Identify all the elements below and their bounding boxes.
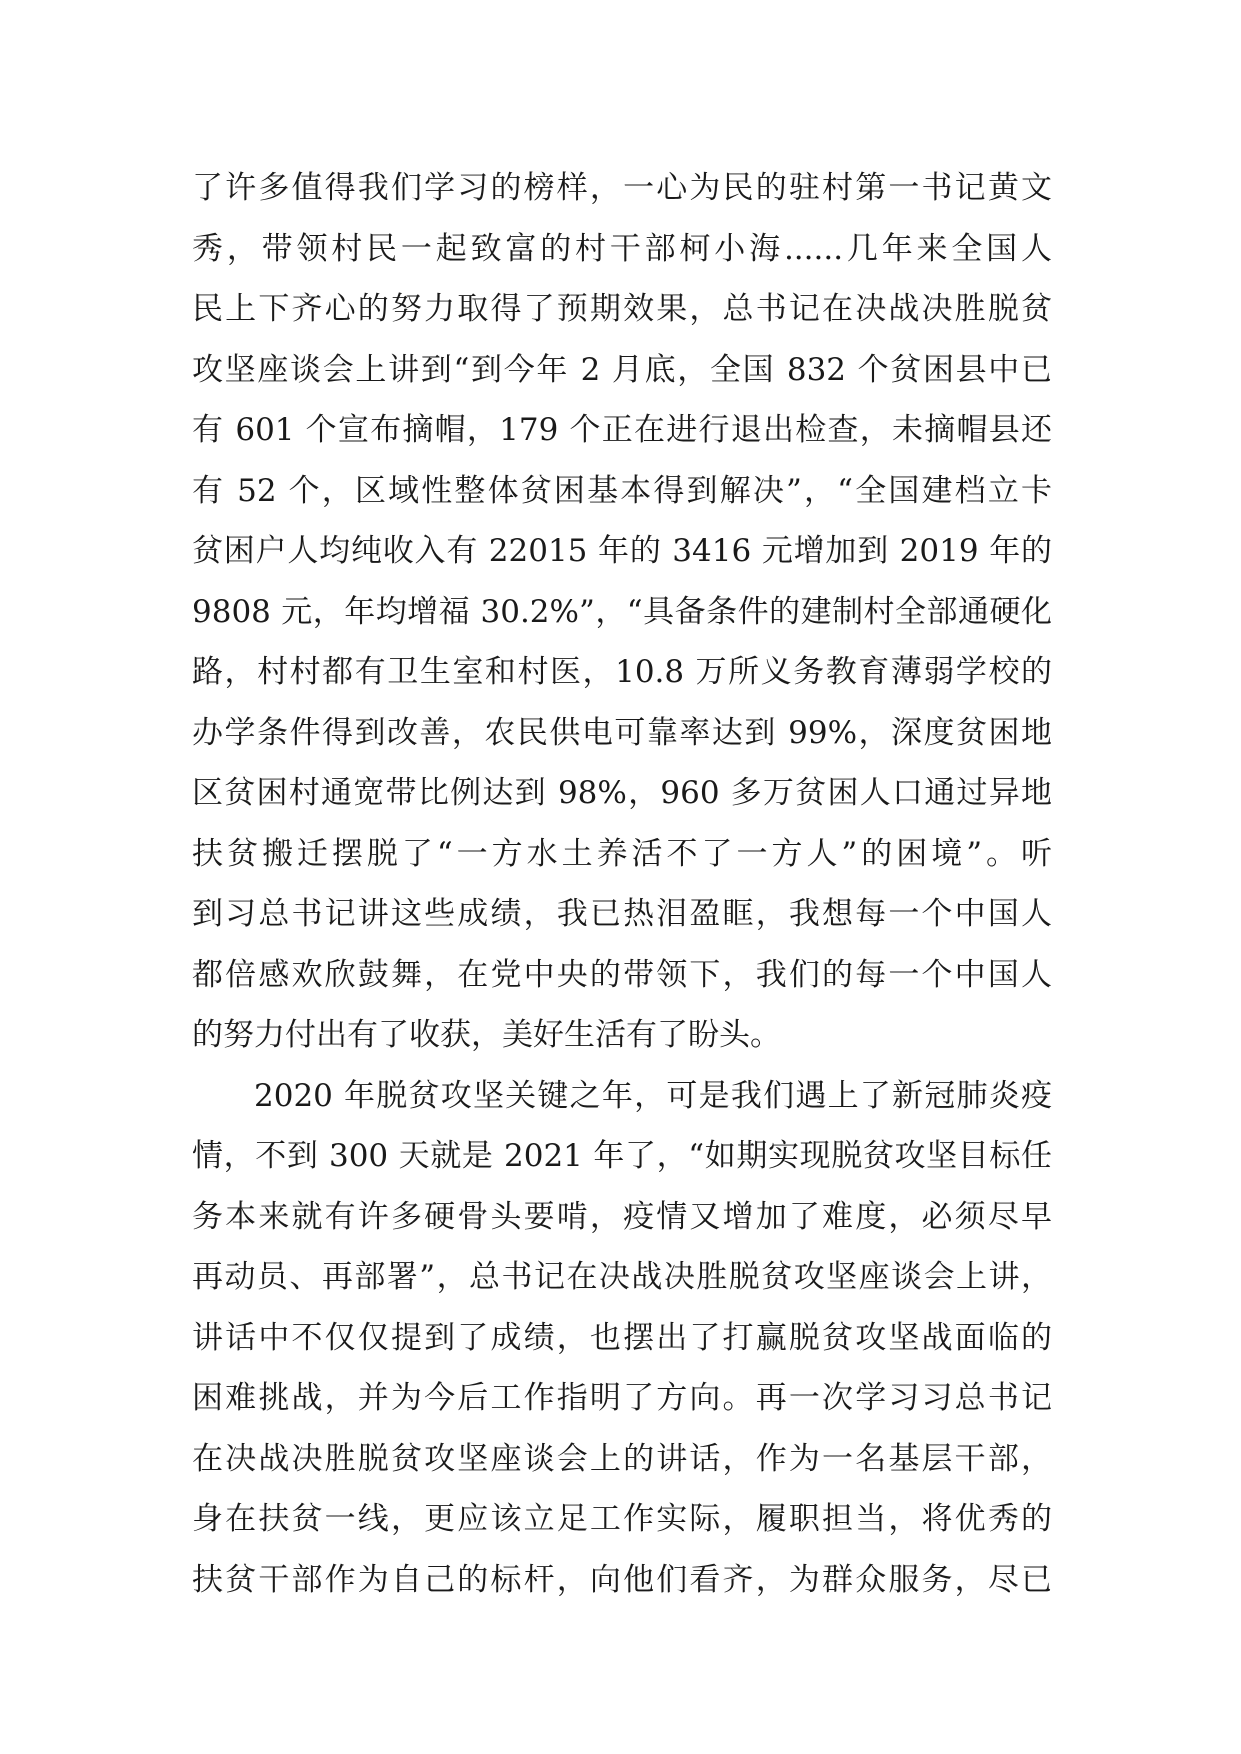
- text-line: 再动员、再部署”，总书记在决战决胜脱贫攻坚座谈会上讲，: [192, 1259, 1052, 1295]
- text-line: 9808 元，年均增福 30.2%”，“具备条件的建制村全部通硬化: [192, 593, 1052, 630]
- text-line: 务本来就有许多硬骨头要啃，疫情又增加了难度，必须尽早: [192, 1198, 1052, 1235]
- text-line: 讲话中不仅仅提到了成绩，也摆出了打赢脱贫攻坚战面临的: [192, 1319, 1052, 1356]
- paragraph-2: [192, 1066, 1052, 1611]
- text-line: 秀，带领村民一起致富的村干部柯小海......几年来全国人: [192, 230, 1052, 267]
- document-body: [192, 158, 1052, 1610]
- text-line: 路，村村都有卫生室和村医，10.8 万所义务教育薄弱学校的: [192, 654, 1052, 690]
- text-line: 困难挑战，并为今后工作指明了方向。再一次学习习总书记: [192, 1380, 1052, 1416]
- text-line: 在决战决胜脱贫攻坚座谈会上的讲话，作为一名基层干部，: [192, 1440, 1052, 1477]
- text-line: 到习总书记讲这些成绩，我已热泪盈眶，我想每一个中国人: [192, 896, 1052, 932]
- text-line: 民上下齐心的努力取得了预期效果，总书记在决战决胜脱贫: [192, 291, 1052, 327]
- text-line: 贫困户人均纯收入有 22015 年的 3416 元增加到 2019 年的: [192, 533, 1052, 569]
- text-line: 扶贫干部作为自己的标杆，向他们看齐，为群众服务，尽已: [192, 1561, 1052, 1598]
- text-line: 身在扶贫一线，更应该立足工作实际，履职担当，将优秀的: [192, 1501, 1052, 1537]
- text-line: 都倍感欢欣鼓舞，在党中央的带领下，我们的每一个中国人: [192, 956, 1052, 993]
- paragraph-1: [192, 158, 1052, 1066]
- text-line: 攻坚座谈会上讲到“到今年 2 月底，全国 832 个贫困县中已: [192, 351, 1052, 388]
- text-line: 了许多值得我们学习的榜样，一心为民的驻村第一书记黄文: [192, 170, 1052, 206]
- text-line: 扶贫搬迁摆脱了“一方水土养活不了一方人”的困境”。听: [192, 835, 1052, 872]
- text-line: 有 52 个，区域性整体贫困基本得到解决”，“全国建档立卡: [192, 472, 1052, 509]
- text-line: 办学条件得到改善，农民供电可靠率达到 99%，深度贫困地: [192, 714, 1052, 751]
- text-line: 的努力付出有了收获，美好生活有了盼头。: [192, 1017, 781, 1053]
- text-line: 有 601 个宣布摘帽，179 个正在进行退出检查，未摘帽县还: [192, 412, 1052, 448]
- text-line: 区贫困村通宽带比例达到 98%，960 多万贫困人口通过异地: [192, 775, 1052, 811]
- text-line: 情，不到 300 天就是 2021 年了，“如期实现脱贫攻坚目标任: [192, 1138, 1052, 1174]
- text-line: 2020 年脱贫攻坚关键之年，可是我们遇上了新冠肺炎疫: [254, 1077, 1052, 1114]
